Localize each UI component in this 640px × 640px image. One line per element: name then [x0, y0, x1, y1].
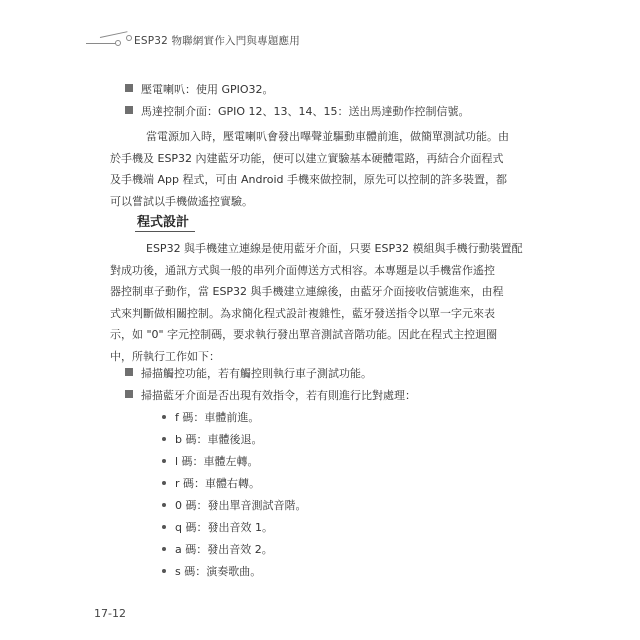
square-bullet-icon	[125, 106, 133, 114]
sub-bullet-q: q 碼：發出音效 1。	[175, 521, 273, 534]
paragraph-line: 可以嘗試以手機做遙控實驗。	[110, 194, 253, 208]
intro-bullet-1: 壓電喇叭：使用 GPIO32。	[141, 83, 274, 96]
dot-bullet-icon	[162, 459, 166, 463]
section-underline	[135, 231, 195, 232]
dot-bullet-icon	[162, 503, 166, 507]
paragraph-line: 示，如 "0" 字元控制碼，要求執行發出單音測試音階功能。因此在程式主控迴圈	[110, 328, 498, 342]
header-title: ESP32 物聯網實作入門與專題應用	[134, 35, 300, 47]
paragraph-line: 於手機及 ESP32 內建藍牙功能，便可以建立實驗基本硬體電路，再結合介面程式	[110, 151, 504, 165]
paragraph-line: 當電源加入時，壓電喇叭會發出嗶聲並驅動車體前進，做簡單測試功能。由	[146, 130, 509, 143]
dot-bullet-icon	[162, 481, 166, 485]
dot-bullet-icon	[162, 437, 166, 441]
paragraph-line: 及手機端 App 程式，可由 Android 手機來做控制，原先可以控制的許多裝置，都	[110, 173, 508, 187]
dot-bullet-icon	[162, 525, 166, 529]
paragraph-1	[110, 126, 509, 212]
header-node-icon	[115, 40, 121, 46]
sub-bullet-f: f 碼：車體前進。	[175, 411, 260, 424]
dot-bullet-icon	[162, 569, 166, 573]
section-title: 程式設計	[137, 215, 190, 230]
paragraph-line: 中，所執行工作如下：	[110, 349, 220, 363]
header-rule-left	[86, 43, 116, 44]
sub-bullet-0: 0 碼：發出單音測試音階。	[175, 499, 307, 512]
intro-bullet-2: 馬達控制介面：GPIO 12、13、14、15：送出馬達動作控制信號。	[141, 105, 470, 118]
dot-bullet-icon	[162, 415, 166, 419]
sub-bullet-r: r 碼：車體右轉。	[175, 477, 261, 490]
square-bullet-icon	[125, 84, 133, 92]
square-bullet-icon	[125, 390, 133, 398]
sub-bullet-b: b 碼：車體後退。	[175, 433, 263, 446]
square-bullet-icon	[125, 368, 133, 376]
paragraph-line: ESP32 與手機建立連線是使用藍牙介面，只要 ESP32 模組與手機行動裝置配	[146, 242, 523, 255]
paragraph-line: 器控制車子動作，當 ESP32 與手機建立連線後，由藍牙介面接收信號進來，由程	[110, 285, 504, 299]
page-number: 17-12	[94, 607, 126, 620]
sub-bullet-a: a 碼：發出音效 2。	[175, 543, 273, 556]
paragraph-2	[110, 238, 523, 368]
header-rule-mid	[100, 31, 128, 38]
sub-bullet-l: l 碼：車體左轉。	[175, 455, 259, 468]
paragraph-line: 式來判斷做相關控制。為求簡化程式設計複雜性，藍牙發送指令以單一字元來表	[110, 306, 495, 320]
paragraph-line: 對成功後，通訊方式與一般的串列介面傳送方式相容。本專題是以手機當作遙控	[110, 263, 495, 277]
header-node-icon	[126, 35, 132, 41]
dot-bullet-icon	[162, 547, 166, 551]
sub-bullet-s: s 碼：演奏歌曲。	[175, 565, 262, 578]
main-bullet-1: 掃描觸控功能，若有觸控則執行車子測試功能。	[141, 367, 372, 380]
main-bullet-2: 掃描藍牙介面是否出現有效指令，若有則進行比對處理：	[141, 389, 416, 402]
